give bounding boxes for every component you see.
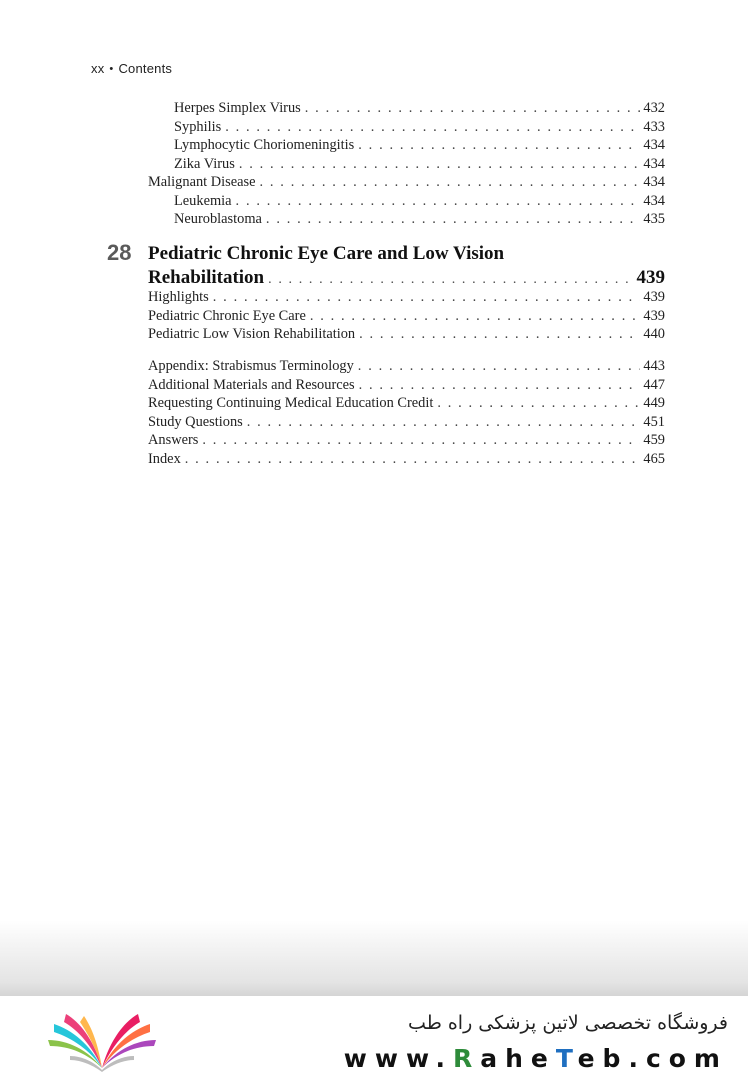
dot-leader: [359, 376, 641, 395]
toc-entry-label: Leukemia: [174, 193, 232, 209]
toc-entry-label: Zika Virus: [174, 156, 235, 172]
toc-entry-label: Study Questions: [148, 414, 243, 430]
toc-entry[interactable]: [0, 413, 665, 432]
footer-url: [344, 1044, 728, 1073]
toc-entry[interactable]: [0, 450, 665, 469]
page-bottom-shadow: [0, 920, 748, 998]
dot-leader: [247, 413, 641, 432]
toc-entry[interactable]: [0, 136, 665, 155]
dot-leader: [202, 431, 640, 450]
toc-entry[interactable]: [0, 210, 665, 229]
toc-entry[interactable]: [0, 325, 665, 344]
toc-entry-label: Malignant Disease: [148, 174, 256, 190]
toc-entry[interactable]: [0, 192, 665, 211]
dot-leader: [359, 325, 640, 344]
chapter-title-line2: Rehabilitation: [148, 267, 265, 288]
dot-leader: [310, 307, 641, 326]
toc-entry-label: Answers: [148, 432, 199, 448]
toc-entry-label: Pediatric Low Vision Rehabilitation: [148, 326, 356, 342]
dot-leader: [239, 155, 641, 174]
toc-entry-label: Highlights: [148, 289, 209, 305]
dot-leader: [358, 357, 641, 376]
open-book-rainbow-logo-icon: [40, 1010, 164, 1074]
toc-entry-label: Pediatric Chronic Eye Care: [148, 308, 306, 324]
toc-entry-page: 465: [643, 451, 665, 467]
toc-entry-page: 434: [643, 174, 665, 190]
bullet-separator: •: [109, 63, 114, 75]
dot-leader: [358, 136, 640, 155]
toc-entry-label: Syphilis: [174, 119, 222, 135]
toc-entry-page: 432: [643, 100, 665, 116]
toc-entry-label: Herpes Simplex Virus: [174, 100, 301, 116]
chapter-title-entry[interactable]: [148, 266, 665, 290]
watermark-footer: [0, 996, 748, 1080]
page-roman-numeral: xx: [91, 61, 105, 76]
toc-entry[interactable]: [0, 394, 665, 413]
toc-entry-label: Neuroblastoma: [174, 211, 262, 227]
dot-leader: [225, 118, 640, 137]
toc-entry[interactable]: [0, 431, 665, 450]
chapter-number: 28: [107, 240, 132, 265]
dot-leader: [266, 210, 640, 229]
toc-entry-page: 439: [643, 308, 665, 324]
dot-leader: [437, 394, 640, 413]
toc-entry-page: 447: [643, 377, 665, 393]
toc-entry-page: 443: [643, 358, 665, 374]
dot-leader: [305, 99, 641, 118]
toc-entry[interactable]: [0, 99, 665, 118]
toc-entry-page: 440: [643, 326, 665, 342]
dot-leader: [236, 192, 641, 211]
toc-entry-page: 434: [643, 156, 665, 172]
toc-entry[interactable]: [0, 173, 665, 192]
chapter-page: 439: [636, 267, 665, 288]
url-t: T: [555, 1044, 578, 1073]
toc-entry-page: 439: [643, 289, 665, 305]
toc-entry-page: 433: [643, 119, 665, 135]
running-head: [91, 61, 172, 76]
toc-entry-label: Appendix: Strabismus Terminology: [148, 358, 354, 374]
dot-leader: [185, 450, 641, 469]
toc-entry-page: 434: [643, 193, 665, 209]
toc-entry-page: 434: [643, 137, 665, 153]
dot-leader: [213, 288, 641, 307]
toc-entry[interactable]: [0, 155, 665, 174]
url-suffix: eb.com: [577, 1044, 728, 1073]
url-mid: ahe: [480, 1044, 556, 1073]
url-prefix: www.: [343, 1044, 453, 1073]
toc-entry-page: 451: [643, 414, 665, 430]
toc-entry-label: Additional Materials and Resources: [148, 377, 355, 393]
toc-entry-page: 459: [643, 432, 665, 448]
toc-entry-label: Requesting Continuing Medical Education Credit: [148, 395, 434, 411]
running-head-section: Contents: [118, 61, 173, 76]
url-r: R: [452, 1044, 481, 1073]
toc-entry-page: 435: [643, 211, 665, 227]
toc-entry-page: 449: [643, 395, 665, 411]
dot-leader: [260, 173, 641, 192]
toc-entry-label: Index: [148, 451, 181, 467]
chapter-title-line1[interactable]: Pediatric Chronic Eye Care and Low Vision: [148, 243, 505, 264]
toc-entry[interactable]: [0, 357, 665, 376]
toc-entry[interactable]: [0, 118, 665, 137]
toc-entry[interactable]: [0, 288, 665, 307]
toc-entry[interactable]: [0, 376, 665, 395]
footer-persian-text: فروشگاه تخصصی لاتین پزشکی راه طب: [408, 1012, 728, 1034]
toc-entry-label: Lymphocytic Choriomeningitis: [174, 137, 355, 153]
toc-entry[interactable]: [0, 307, 665, 326]
